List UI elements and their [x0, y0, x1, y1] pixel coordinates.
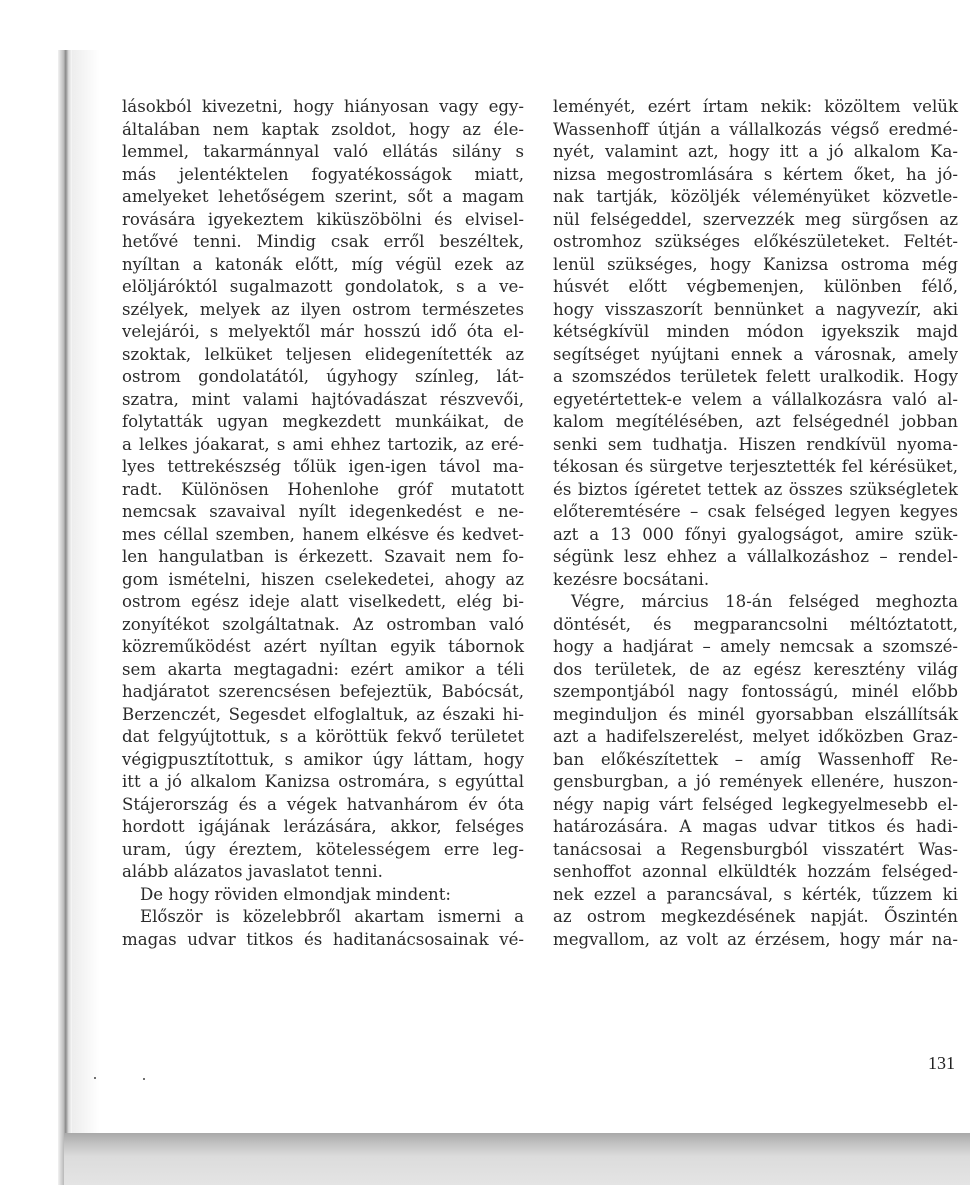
text-line: és biztos ígéretet tettek az összes szükségletek: [553, 479, 958, 499]
binding-shadow: [72, 50, 100, 1185]
text-line: uram, úgy éreztem, kötelességem erre leg-: [122, 839, 524, 859]
text-line: alább alázatos javaslatot tenni.: [122, 862, 383, 881]
page-number: 131: [928, 1053, 955, 1073]
text-line: hogy visszaszorít bennünket a nagyvezír, aki: [553, 299, 958, 319]
text-line: az ostrom megkezdésének napját. Őszintén: [553, 907, 958, 926]
text-line: magas udvar titkos és haditanácsosainak vé-: [122, 929, 524, 949]
left-text-column: [122, 96, 524, 951]
text-line: hetővé tenni. Mindig csak erről beszéltek,: [122, 232, 524, 251]
text-line: dos területek, de az egész keresztény világ: [553, 659, 958, 679]
text-line: nak tartják, közöljék véleményüket közvetle-: [553, 187, 958, 206]
text-line: kalom megítélésében, azt felségednél jobban: [553, 412, 958, 431]
text-line: tékosan és sürgetve terjesztették fel kérésüket,: [553, 457, 958, 476]
text-line: len hangulatban is érkezett. Szavait nem fo-: [122, 547, 524, 566]
text-line: döntését, és megparancsolni méltóztatott,: [553, 614, 958, 634]
text-line: végigpusztítottuk, s amikor úgy láttam, hogy: [122, 749, 524, 769]
text-line: lenül szükséges, hogy Kanizsa ostroma még: [553, 254, 958, 274]
text-line: nül felségeddel, szervezzék meg sürgősen az: [553, 209, 958, 229]
text-line: Végre, március 18-án felséged meghozta: [571, 592, 958, 611]
text-line: szatra, mint valami hajtóvadászat részvevői,: [122, 389, 524, 409]
text-line: lyes tettrekészség tőlük igen-igen távol ma-: [122, 457, 524, 476]
text-line: ostrom egész ideje alatt viselkedett, elég bi-: [122, 592, 524, 611]
text-line: leményét, ezért írtam nekik: közöltem velük: [553, 97, 958, 116]
text-line: kezésre bocsátani.: [553, 569, 710, 589]
text-line: a lelkes jóakarat, s ami ehhez tartozik, az eré-: [122, 434, 524, 454]
text-line: mes céllal szemben, hanem elkésve és kedvet-: [122, 524, 524, 544]
text-line: elöljáróktól sugalmazott gondolatok, s a ve-: [122, 277, 524, 296]
text-line: a szomszédos területek felett uralkodik. Hogy: [553, 367, 958, 386]
text-line: Wassenhoff útján a vállalkozás végső eredmé-: [553, 119, 958, 139]
text-line: segítséget nyújtani ennek a városnak, amely: [553, 344, 958, 364]
text-line: gom ismételni, hiszen cselekedetei, ahogy az: [122, 569, 524, 589]
text-line: nyét, valamint azt, hogy itt a jó alkalom Ka-: [553, 142, 958, 161]
right-text-column: [553, 96, 958, 951]
text-line: radt. Különösen Hohenlohe gróf mutatott: [122, 479, 524, 499]
text-line: nek ezzel a parancsával, s kérték, tűzzem ki: [553, 884, 958, 904]
text-line: lemmel, takarmánnyal való ellátás silány s: [122, 142, 524, 161]
text-line: kétségkívül minden módon igyekszik majd: [553, 322, 958, 341]
text-line: négy napig várt felséged legkegyelmesebb el-: [553, 794, 958, 814]
text-line: tanácsosai a Regensburgból visszatért Was-: [553, 839, 958, 859]
text-line: húsvét előtt végbemenjen, különben félő,: [553, 277, 958, 296]
text-line: ostrom gondolatától, úgyhogy színleg, lát-: [122, 367, 524, 386]
text-line: hadjáratot szerencsésen befejeztük, Babócsát,: [122, 682, 524, 701]
text-line: gensburgban, a jó remények ellenére, huszon-: [553, 772, 958, 791]
text-line: szempontjából nagy fontosságú, minél előbb: [553, 682, 958, 701]
text-line: Először is közelebbről akartam ismerni a: [140, 907, 524, 926]
text-line: meginduljon és minél gyorsabban elszállítsák: [553, 704, 958, 724]
text-line: hordott igájának lerázására, akkor, felséges: [122, 817, 524, 836]
text-line: azt a 13 000 főnyi gyalogságot, amire szük-: [553, 524, 958, 544]
text-line: egyetértettek-e velem a vállalkozásra való al-: [553, 389, 958, 409]
text-line: más jelentéktelen fogyatékosságok miatt,: [122, 164, 524, 184]
text-line: nizsa megostromlására s kértem őket, ha jó-: [553, 164, 958, 184]
text-line: előteremtésére – csak felséged legyen kegyes: [553, 502, 958, 521]
scan-speck: [143, 1078, 145, 1080]
text-line: Berzenczét, Segesdet elfoglaltuk, az északi hi-: [122, 704, 524, 724]
text-line: dat felgyújtottuk, s a köröttük fekvő területet: [122, 727, 524, 746]
page-bottom-edge: [64, 1133, 970, 1185]
text-line: zonyítékot szolgáltatnak. Az ostromban való: [122, 614, 524, 634]
text-line: határozására. A magas udvar titkos és hadi-: [553, 817, 958, 836]
text-line: senki sem tudhatja. Hiszen rendkívül nyoma-: [553, 434, 958, 454]
text-line: közreműködést azért nyíltan egyik tábornok: [122, 637, 524, 656]
text-line: Stájerország és a végek hatvanhárom év óta: [122, 794, 524, 814]
text-line: szélyek, melyek az ilyen ostrom természetes: [122, 299, 524, 319]
text-line: nemcsak szavaival nyílt idegenkedést e ne-: [122, 502, 524, 521]
text-line: amelyeket lehetőségem szerint, sőt a magam: [122, 187, 524, 206]
text-line: általában nem kaptak zsoldot, hogy az éle-: [122, 119, 524, 139]
text-line: azt a hadifelszerelést, melyet időközben Graz-: [553, 727, 958, 746]
text-line: itt a jó alkalom Kanizsa ostromára, s egyúttal: [122, 772, 524, 791]
text-line: De hogy röviden elmondjak mindent:: [140, 884, 452, 904]
text-line: megvallom, az volt az érzésem, hogy már na-: [553, 929, 958, 949]
text-line: senhoffot azonnal elküldték hozzám felséged-: [553, 862, 958, 881]
text-line: szoktak, lelküket teljesen elidegenítették az: [122, 344, 524, 364]
book-binding-edge: [58, 50, 72, 1185]
text-line: velejárói, s melyektől már hosszú idő óta el-: [122, 322, 524, 341]
text-line: sem akarta megtagadni: ezért amikor a téli: [122, 659, 524, 679]
text-line: ostromhoz szükséges előkészületeket. Feltét-: [553, 232, 958, 251]
text-line: folytatták ugyan megkezdett munkáikat, de: [122, 412, 524, 431]
text-line: ban előkészítettek – amíg Wassenhoff Re-: [553, 749, 958, 769]
text-line: ségünk lesz ehhez a vállalkozáshoz – rendel-: [553, 547, 958, 566]
text-line: nyíltan a katonák előtt, míg végül ezek az: [122, 254, 524, 274]
text-line: lásokból kivezetni, hogy hiányosan vagy egy-: [122, 97, 524, 116]
scan-speck: [94, 1077, 96, 1079]
text-line: hogy a hadjárat – amely nemcsak a szomszé-: [553, 637, 958, 656]
text-line: rovására igyekeztem kiküszöbölni és elvisel-: [122, 209, 524, 229]
